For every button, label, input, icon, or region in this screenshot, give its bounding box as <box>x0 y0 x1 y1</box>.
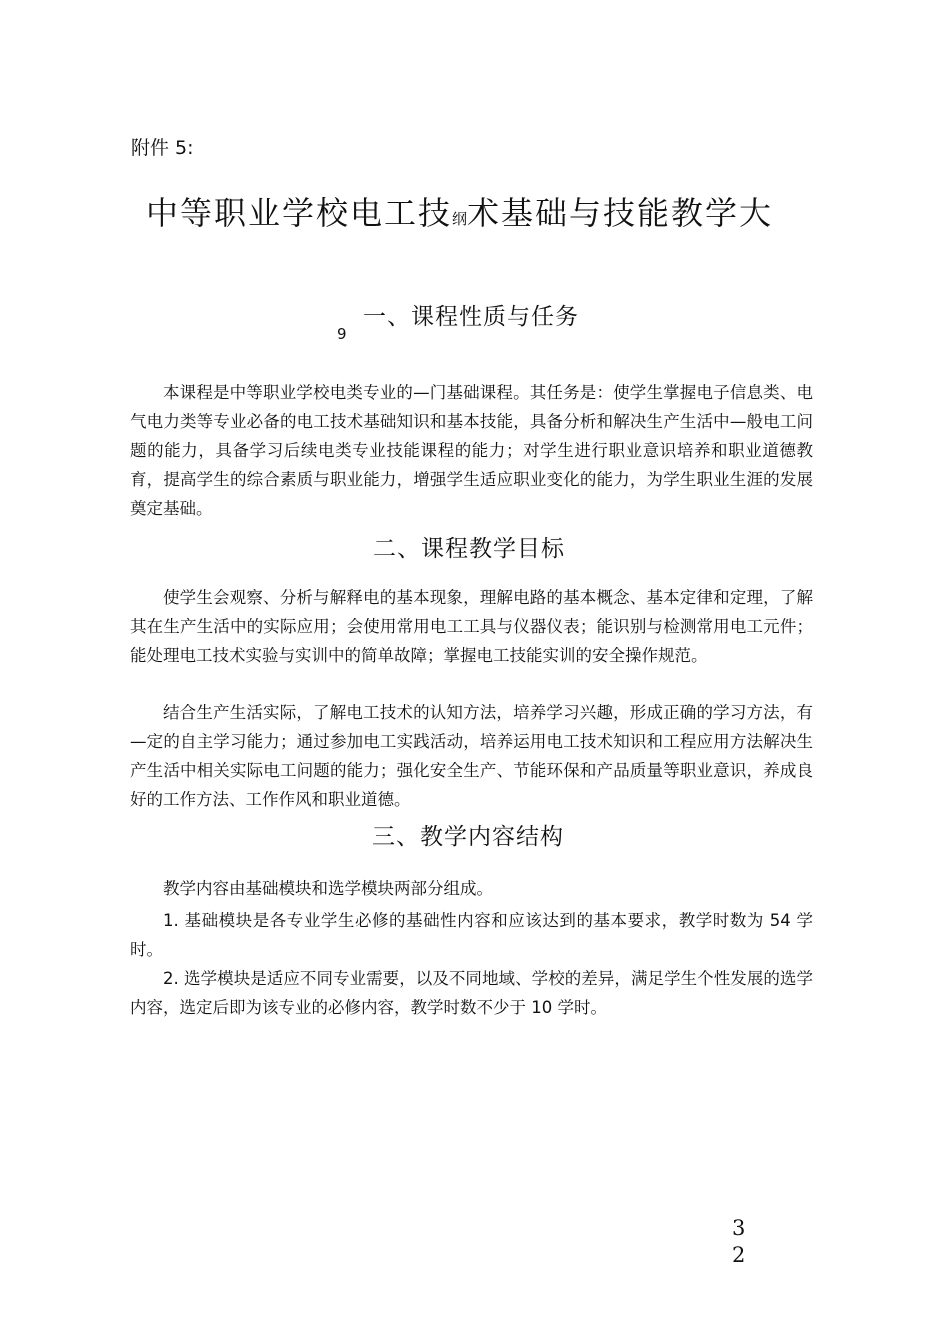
stray-number: 9 <box>337 325 347 343</box>
section-1-paragraph: 本课程是中等职业学校电类专业的—门基础课程。其任务是：使学生掌握电子信息类、电气电力类等专业必备的电工技术基础知识和基本技能，具备分析和解决生产生活中—般电工问题的能力，具备学习后续电类专业技能课程的能力；对学生进行职业意识培养和职业道德教育，提高学生的综合素质与职业能力，增强学生适应职业变化的能力，为学生职业生涯的发展奠定基础。 <box>130 383 813 518</box>
document-title <box>146 188 773 234</box>
section-heading-1: 一、课程性质与任务 <box>363 304 579 330</box>
section-3-paragraph-3: 2. 选学模块是适应不同专业需要，以及不同地域、学校的差异，满足学生个性发展的选学内容，选定后即为该专业的必修内容，教学时数不少于 10 学时。 <box>130 969 813 1017</box>
title-inline-small-char: 纲 <box>452 210 468 228</box>
section-heading-2: 二、课程教学目标 <box>373 536 565 562</box>
section-2-paragraph-1: 使学生会观察、分析与解释电的基本现象，理解电路的基本概念、基本定律和定理，了解其在生产生活中的实际应用；会使用常用电工工具与仪器仪表；能识别与检测常用电工元件；能处理电工技术实验与实训中的简单故障；掌握电工技能实训的安全操作规范。 <box>130 588 813 665</box>
page-number-line-2: 2 <box>732 1243 746 1267</box>
section-3-paragraph-1: 教学内容由基础模块和选学模块两部分组成。 <box>163 879 493 898</box>
page-number-line-1: 3 <box>732 1216 746 1240</box>
title-part-1: 中等职业学校电工技 <box>146 194 453 232</box>
title-part-2: 术基础与技能教学大 <box>467 194 774 232</box>
section-3-paragraph-2: 1. 基础模块是各专业学生必修的基础性内容和应该达到的基本要求，教学时数为 54 学时。 <box>130 911 813 959</box>
attachment-label: 附件 5: <box>131 137 194 159</box>
section-2-paragraph-2: 结合生产生活实际，了解电工技术的认知方法，培养学习兴趣，形成正确的学习方法，有—定的自主学习能力；通过参加电工实践活动，培养运用电工技术知识和工程应用方法解决生产生活中相关实际电工问题的能力；强化安全生产、节能环保和产品质量等职业意识，养成良好的工作方法、工作作风和职业道德。 <box>130 703 813 809</box>
section-heading-3: 三、教学内容结构 <box>372 824 564 850</box>
